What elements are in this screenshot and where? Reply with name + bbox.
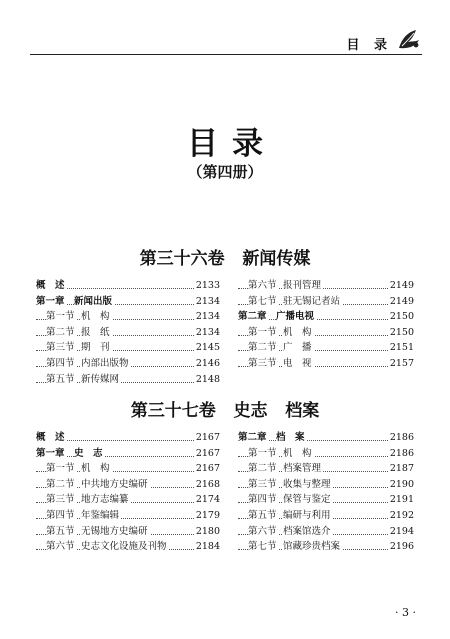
toc-entry: [36, 340, 220, 356]
toc-entry: [36, 325, 220, 341]
toc-entry-page: 2191: [388, 492, 414, 508]
toc-entry-number: 第二节: [248, 461, 279, 477]
toc-entry-page: 2167: [194, 446, 220, 462]
page-number: · 3 ·: [395, 606, 416, 619]
toc-entry-number: 概 述: [36, 430, 67, 446]
toc-entry-number: 第三节: [248, 477, 279, 493]
toc-entry-page: 2167: [194, 430, 220, 446]
toc-column: [238, 430, 414, 555]
toc-entry-title: 期 刊: [81, 340, 112, 356]
toc-column: [36, 430, 220, 555]
toc-entry-number: 第六节: [248, 524, 279, 540]
toc-entry-number: 第五节: [248, 508, 279, 524]
toc-entry: [36, 461, 220, 477]
toc-entry: [238, 508, 414, 524]
running-header-title: 目 录: [346, 38, 392, 53]
toc-entry-page: 2134: [194, 325, 220, 341]
toc-entry-title: 机 构: [283, 446, 314, 462]
toc-entry-number: 第三节: [46, 492, 77, 508]
toc-entry: [238, 524, 414, 540]
toc-entry-title: 地方志编纂: [81, 492, 131, 508]
toc-entry-number: 第二节: [46, 325, 77, 341]
toc-entry-page: 2146: [194, 356, 220, 372]
toc-entry-title: 报刊管理: [283, 278, 323, 294]
toc-entry: [238, 446, 414, 462]
toc-entry-number: 第一节: [46, 309, 77, 325]
page-subtitle: （第四册）: [187, 163, 263, 181]
volume-title-36: 第三十六卷 新闻传媒: [139, 249, 311, 269]
toc-entry-number: 第一节: [248, 325, 279, 341]
toc-entry-title: 编研与利用: [283, 508, 333, 524]
toc-entry-page: 2174: [194, 492, 220, 508]
toc-entry: [238, 278, 414, 294]
toc-entry-title: 新传媒网: [81, 372, 121, 388]
toc-entry-page: 2186: [388, 430, 414, 446]
toc-entry-page: 2190: [388, 477, 414, 493]
toc-entry-title: 机 构: [283, 325, 314, 341]
toc-entry-number: 第四节: [248, 492, 279, 508]
toc-entry: [36, 524, 220, 540]
toc-entry-number: 概 述: [36, 278, 67, 294]
toc-entry-title: 档 案: [276, 430, 307, 446]
toc-entry-number: 第一章: [36, 446, 67, 462]
toc-entry-page: 2148: [194, 372, 220, 388]
running-header: [30, 26, 422, 54]
toc-entry-title: 电 视: [283, 356, 314, 372]
toc-entry: [36, 356, 220, 372]
toc-entry-page: 2150: [388, 309, 414, 325]
toc-entry-number: 第六节: [46, 539, 77, 555]
toc-entry-number: 第一节: [248, 446, 279, 462]
toc-entry-title: 广 播: [283, 340, 314, 356]
toc-entry-page: 2168: [194, 477, 220, 493]
toc-entry: [36, 508, 220, 524]
toc-column: [238, 278, 414, 372]
toc-entry-title: 馆藏珍贵档案: [283, 539, 342, 555]
toc-entry-number: 第二章: [238, 309, 269, 325]
toc-entry-title: 史 志: [74, 446, 105, 462]
toc-entry: [238, 325, 414, 341]
toc-entry-page: 2133: [194, 278, 220, 294]
volume-title-37: 第三十七卷 史志 档案: [130, 401, 320, 421]
toc-entry-title: 内部出版物: [81, 356, 131, 372]
toc-entry: [238, 539, 414, 555]
toc-entry-page: 2149: [388, 278, 414, 294]
toc-entry-number: 第五节: [46, 524, 77, 540]
toc-entry: [36, 309, 220, 325]
toc-entry-number: 第七节: [248, 539, 279, 555]
header-rule: [30, 54, 422, 55]
toc-entry-page: 2196: [388, 539, 414, 555]
toc-entry-number: 第四节: [46, 508, 77, 524]
toc-entry: [36, 492, 220, 508]
toc-entry-page: 2179: [194, 508, 220, 524]
toc-entry: [36, 477, 220, 493]
toc-entry-title: 机 构: [81, 309, 112, 325]
toc-entry-title: 无锡地方史编研: [81, 524, 150, 540]
toc-entry-number: 第七节: [248, 294, 279, 310]
toc-entry-title: 保管与鉴定: [283, 492, 333, 508]
toc-entry-page: 2187: [388, 461, 414, 477]
toc-entry-page: 2134: [194, 309, 220, 325]
toc-entry-title: 年鉴编辑: [81, 508, 121, 524]
toc-entry-number: 第六节: [248, 278, 279, 294]
toc-entry: [36, 430, 220, 446]
toc-entry: [238, 477, 414, 493]
toc-entry: [36, 294, 220, 310]
toc-entry-page: 2180: [194, 524, 220, 540]
toc-entry-page: 2194: [388, 524, 414, 540]
toc-entry: [238, 340, 414, 356]
toc-entry: [238, 430, 414, 446]
toc-entry-title: 档案管理: [283, 461, 323, 477]
toc-entry-title: 收集与整理: [283, 477, 333, 493]
toc-entry-title: 报 纸: [81, 325, 112, 341]
page-title: 目录: [187, 126, 277, 162]
toc-entry-page: 2145: [194, 340, 220, 356]
toc-entry-title: 中共地方史编研: [81, 477, 150, 493]
toc-entry-title: 史志文化设施及刊物: [81, 539, 169, 555]
toc-entry-number: 第三节: [248, 356, 279, 372]
toc-entry: [238, 294, 414, 310]
toc-entry-title: 驻无锡记者站: [283, 294, 342, 310]
ornament-emblem-icon: [396, 26, 422, 52]
toc-entry-page: 2167: [194, 461, 220, 477]
toc-entry-number: 第一章: [36, 294, 67, 310]
toc-entry-number: 第二节: [46, 477, 77, 493]
toc-entry-page: 2151: [388, 340, 414, 356]
toc-entry: [238, 356, 414, 372]
toc-column: [36, 278, 220, 387]
toc-entry-number: 第二章: [238, 430, 269, 446]
toc-entry: [36, 372, 220, 388]
toc-entry: [36, 446, 220, 462]
toc-entry-number: 第五节: [46, 372, 77, 388]
toc-entry-number: 第三节: [46, 340, 77, 356]
toc-entry-page: 2157: [388, 356, 414, 372]
toc-entry-page: 2134: [194, 294, 220, 310]
toc-entry-page: 2192: [388, 508, 414, 524]
toc-entry-number: 第四节: [46, 356, 77, 372]
toc-entry-title: 档案馆选介: [283, 524, 333, 540]
toc-entry-page: 2186: [388, 446, 414, 462]
toc-entry: [238, 309, 414, 325]
toc-entry-number: 第二节: [248, 340, 279, 356]
toc-entry: [238, 461, 414, 477]
toc-entry-title: 新闻出版: [74, 294, 114, 310]
toc-entry-page: 2150: [388, 325, 414, 341]
toc-entry: [238, 492, 414, 508]
toc-entry-page: 2184: [194, 539, 220, 555]
toc-entry: [36, 539, 220, 555]
toc-entry-number: 第一节: [46, 461, 77, 477]
toc-entry-title: 机 构: [81, 461, 112, 477]
toc-entry: [36, 278, 220, 294]
toc-entry-page: 2149: [388, 294, 414, 310]
toc-entry-title: 广播电视: [276, 309, 316, 325]
